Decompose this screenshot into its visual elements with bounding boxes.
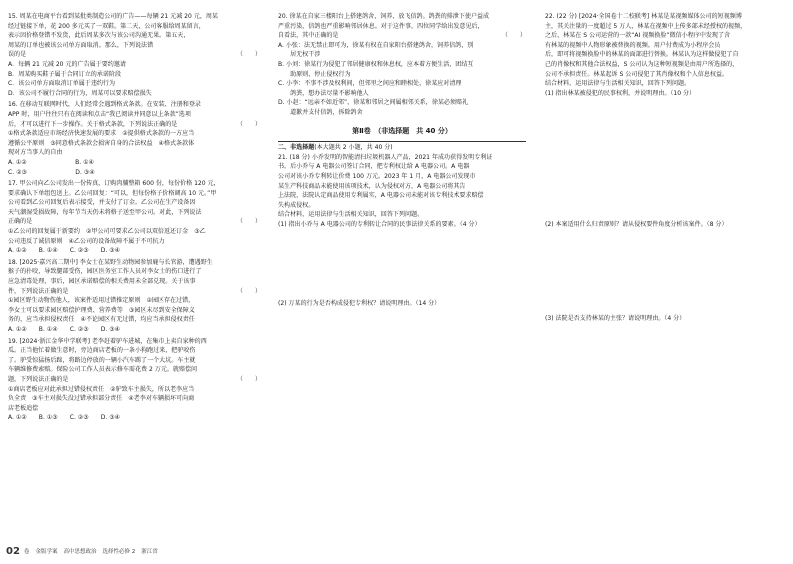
question-line: 之后，林某在 S 公司运营的一款“AI 视频换脸”微信小程序中发现了含 — [545, 32, 731, 40]
question-line: (1) 指出小乔与 A 电器公司的专利转让合同的民事法律关系的要素。（4 分） — [278, 220, 481, 228]
question-line: 主，其关注量的一度超过 5 万人，林某在视频中上传多部未经授权的视频， — [545, 22, 747, 30]
answer-bracket: （ ） — [236, 218, 261, 226]
option-line: D. 小赵：“远亲不如近邻”，徐某和邻居之间属相邻关系，徐某必须赔礼 — [278, 99, 469, 107]
question-line: 15. 周某在电商平台看到某批类制造公司的广告——每辆 21 元减 20 元，周某 — [8, 13, 218, 20]
question-line: 21. (18 分) 小乔发明的智能清扫垃圾机器人产品，2021 年成功获得发明专利证 — [278, 153, 493, 161]
option-line: 居无权干涉 — [278, 51, 321, 59]
question-line: 公司对该小乔专利转让价费 100 万元。2023 年 1 月，A 电器公司发现市 — [278, 172, 476, 180]
question-line: 经过链接下单，花 200 多元买了一双鞋。第二天，公司客服给周某留言， — [8, 22, 205, 30]
option-line: C. 小李：不事不涉及权利间，但邻里之间应和睦相处，徐某应对清理 — [278, 80, 462, 88]
question-22 — [545, 12, 785, 98]
question-line: 书。后小乔与 A 电器公司签订合同，把专利权让给 A 电器公司。A 电器 — [278, 163, 470, 171]
page-footer: 02 卷 金版学案 高中思想政治 选择性必修 2 浙江省 — [6, 545, 158, 557]
option-line: 店老板追偿 — [8, 404, 39, 412]
question-line: 应急清毒处理，事后，园区承诺赔偿的相关费用未全部兑现。关于该事 — [8, 278, 196, 286]
option-line: 务的，应当承担侵权责任 ④不论园区有无过错，均应当承担侵权责任 — [8, 316, 195, 324]
question-line: 22. (22 分) [2024·全国卷十二校联考] 林某是某视频媒体公司的短视频博 — [545, 13, 742, 20]
question-line: 猴子的扑咬，导致腿部受伤，园区医务室工作人员对李女士的伤口进行了 — [8, 268, 202, 276]
option-line: ①格式条款适应市场经济快速发展的要求 ②提供格式条款的一方应当 — [8, 130, 195, 138]
option-line: 助原则，停止侵权行为 — [278, 70, 351, 78]
question-line: 严重污染，信鸽也严重影响邻居休息。对于这件事，四位同学给出发意见后， — [278, 22, 484, 30]
question-line: 16. 在移动互联网时代，人们经常会遇到格式条款。在安装、注册和登录 — [8, 101, 201, 109]
option-line: A. ①② B. ①④ — [8, 158, 94, 166]
question-22-part3: (3) 法院是否支持林某的主张？请说明理由。（4 分） — [545, 314, 686, 322]
question-line: 17. 甲公司向乙公司发出一份传真，订购肉脯整箱 600 份，每份价格 120 元， — [8, 180, 220, 188]
column-right — [545, 12, 785, 324]
column-middle — [278, 12, 526, 309]
question-line: 车辆维修费索赔。保险公司工作人员表示修车需花费 2 万元。就赔偿问 — [8, 366, 198, 374]
question-q17 — [8, 179, 261, 256]
question-q16 — [8, 100, 261, 177]
option-line: B．周某购买鞋子属于合同订立的承诺阶段 — [8, 70, 121, 78]
question-line: 结合材料，运用法律与生活相关知识，回答下列问题。 — [545, 80, 691, 88]
question-line: 正确的是 — [8, 218, 33, 226]
option-line: 道歉并支付信鸽，拆除鸽舍 — [278, 108, 363, 116]
question-line: 结合材料，运用法律与生活相关知识，回答下列问题。 — [278, 211, 424, 219]
answer-bracket: （ ） — [236, 120, 261, 128]
question-line: 18. [2025·嘉兴高二期中] 李女士在某野生动物园参加鹿与长官游，遭遇野生 — [8, 258, 213, 266]
question-line: 某生产科技商品未能使用该项技术，认为侵权对方，A 电器公司将其告 — [278, 182, 466, 190]
option-line: A. ①② B. ①④ C. ②③ D. ③④ — [8, 247, 121, 255]
question-q18 — [8, 258, 261, 335]
option-line: A. ①② B. ①③ C. ②③ D. ③④ — [8, 414, 121, 422]
option-line: C. ②③ D. ③④ — [8, 168, 95, 176]
question-q15 — [8, 12, 261, 98]
option-line: A．每辆 21 元减 20 元的广告属于要约邀请 — [8, 60, 126, 68]
option-line: ①商店老板应对此承担过错侵权责任 ②驴致车主损失，所以老李应当 — [8, 385, 195, 393]
question-line: 表示因价格登错不发货，此后周某多次与该公司沟通无果。第五天， — [8, 32, 190, 40]
section-divider — [278, 141, 526, 142]
question-line: 了。驴受惊猛扬后蹄，将路边停放的一辆小汽车踢了一个大坑。车主就 — [8, 356, 196, 364]
option-line: A. ①② B. ①④ C. ②③ D. ③④ — [8, 326, 121, 333]
question-line: 20. 徐某在自家三楼阳台上搭建鸽舍，饲养、放飞信鸽。鸽粪的排泄下使户益成 — [278, 13, 490, 20]
option-line: ①园区野生动物伤他人，该案件适用过错推定原则 ②园区存在过错， — [8, 297, 195, 305]
question-line: APP 时，用户往往只有在阅读和点击“我已阅读并同意以上条款”选项 — [8, 110, 191, 118]
question-line: 误的是 — [8, 51, 27, 59]
column-left — [8, 12, 261, 425]
question-line: 天气潮湿受损故障，每年节当天仍未将格子送至甲公司。对此，下列说法 — [8, 208, 202, 216]
question-line: 己的肖像权和其他合法权益，S 公司认为这种短视频是由用户所选择的， — [545, 60, 739, 68]
question-line: 后，即可将视频换脸中的林某的面部进行替换。林某认为这样做侵犯了自 — [545, 51, 739, 59]
option-line: D．该公司不履行合同的行为，周某可以要求赔偿损失 — [8, 89, 152, 97]
question-line: 瓜。正当他忙着做生意时，旁边商店老板的一条小狗跑过来，把驴咬伤 — [8, 347, 196, 355]
section-heading: 第Ⅱ卷 （非选择题 共 40 分） — [352, 126, 452, 135]
question-line: 有林某的视频中人物形象被替换的视频。用户付费成为小程序会员 — [545, 41, 721, 49]
option-line: 现对方当事人的自由 — [8, 149, 63, 157]
question-line: 公司不承担责任。林某起诉 S 公司侵犯了其肖像权和个人信息权益。 — [545, 70, 729, 78]
answer-bracket: （ ） — [236, 375, 261, 383]
question-line: 题，下列说法正确的是 — [8, 375, 69, 383]
option-line: C．该公司单方面取消订单属于违约行为 — [8, 80, 116, 88]
question-line: 自看法，其中正确的是 — [278, 32, 339, 40]
option-line: 鸽粪，想办法尽量不影响他人 — [278, 89, 369, 97]
section-subtitle: 二、非选择题(本大题共 2 小题，共 40 分) — [278, 144, 393, 152]
question-line: 周某的订单也被该公司单方面取消。那么，下列说法错 — [8, 41, 154, 49]
question-line: 要求确认下单组包送上。乙公司回复：“可以，但每份格子价格调高 10 元。”甲 — [8, 189, 217, 197]
option-line: ①乙公司的回复属于新要约 ②甲公司可要求乙公司以双倍返还订金 ③乙 — [8, 228, 206, 236]
option-line: 公司违反了诚信原则 ④乙公司的设备故障不属于不可抗力 — [8, 237, 165, 245]
option-line: 遵循公平原则 ③同意格式条款会损害自身的合法权益 ④格式条款体 — [8, 139, 195, 147]
question-line: 上法院，法院认定商品使用专利属实，A 电器公司未能对该专利技术要求赔偿 — [278, 192, 484, 200]
question-line: 失构成侵权。 — [278, 201, 315, 209]
question-q20 — [278, 12, 526, 118]
question-22-part2: (2) 本案适用什么归责原则？请从侵权要件角度分析该案件。（8 分） — [545, 221, 728, 229]
answer-bracket: （ ） — [236, 51, 261, 59]
question-21-part2: (2) 万某的行为是否构成侵犯专利权？请说明理由。（14 分） — [278, 300, 441, 308]
question-line: 19. [2024·浙江金华中学联考] 老李赶着驴车进城，在集市上卖自家种的西 — [8, 337, 207, 345]
option-line: 李女士可以要求园区赔偿护理费、营养费等 ③园区未尽到安全保障义 — [8, 306, 195, 314]
option-line: B. 小刘：徐某行为侵犯了邻居健康权和休息权，应本着方便生活，团结互 — [278, 60, 474, 68]
option-line: A. 小张：法无禁止即可为，徐某有权在自家阳台搭建鸽舍，饲养信鸽，别 — [278, 41, 474, 49]
question-line: 公司看到乙公司回复后表示接受，并支付了订金。乙公司在生产设备因 — [8, 199, 196, 207]
question-line: 件，下列说法正确的是 — [8, 287, 69, 295]
page-number: 02 — [6, 545, 20, 557]
question-line: (1) 指出林某被侵犯的民事权利，并说明理由。（10 分） — [545, 89, 696, 97]
question-q19 — [8, 337, 261, 423]
answer-bracket: （ ） — [236, 287, 261, 295]
option-line: 负全责 ③车主对损失没过错承担部分责任 ④老李对车辆损坏可向商 — [8, 395, 195, 403]
answer-bracket: （ ） — [501, 32, 526, 40]
question-line: 后，才可以进行下一步操作。关于格式条款，下列说法正确的是 — [8, 120, 178, 128]
question-21 — [278, 153, 526, 230]
